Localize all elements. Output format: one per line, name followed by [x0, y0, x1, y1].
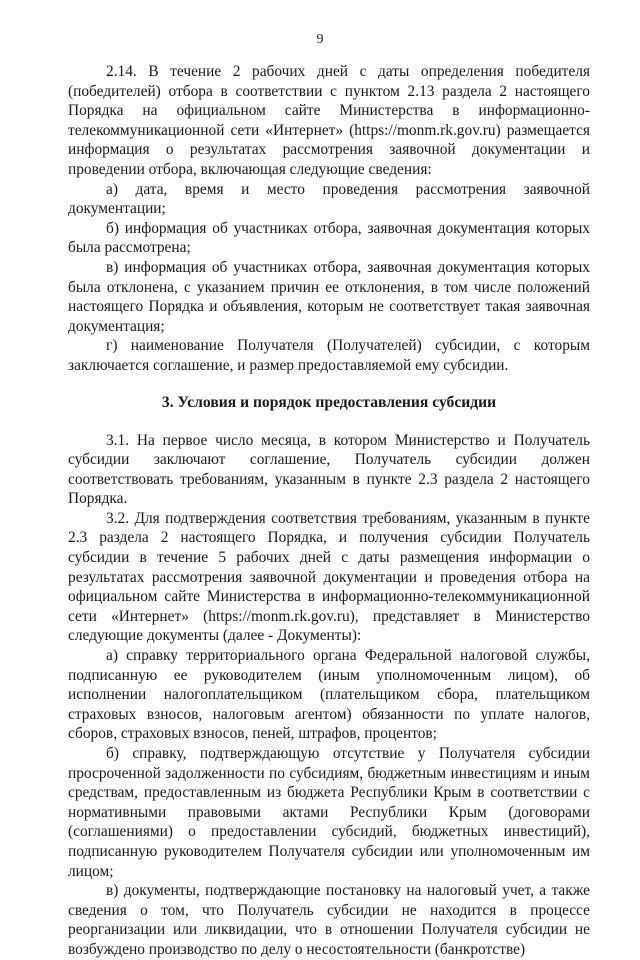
paragraph-3-2: 3.2. Для подтверждения соответствия требованиям, указанным в пункте 2.3 раздела 2 настоящего Порядка, и получения субсидии Получатель субсидии в течение 5 рабочих дней с даты размещения информации о результатах рассмотрения заявочной документации и проведения отбора на официальном сайте Министерства в информационно-телекоммуникационной сети «Интернет» (https://monm.rk.gov.ru), представляет в Министерство следующие документы (далее - Документы): [68, 509, 590, 645]
list-item-a: а) дата, время и место проведения рассмотрения заявочной документации; [68, 180, 590, 218]
document-item-a: а) справку территориального органа Федеральной налоговой службы, подписанную ее руководителем (иным уполномоченным лицом), об исполнении налогоплательщиком (плательщиком сбора, плательщиком страховых взносов, налоговым агентом) обязанности по уплате налогов, сборов, страховых взносов, пеней, штрафов, процентов; [68, 647, 590, 743]
paragraph-2-14: 2.14. В течение 2 рабочих дней с даты определения победителя (победителей) отбора в соответствии с пунктом 2.13 раздела 2 настоящего Порядка на официальном сайте Министерства в информационно-телекоммуникационной сети «Интернет» (https://monm.rk.gov.ru) размещается информация о результатах рассмотрения заявочной документации и проведении отбора, включающая следующие сведения: [68, 63, 590, 178]
document-item-v: в) документы, подтверждающие постановку на налоговый учет, а также сведения о том, что Получатель субсидии не находится в процессе реорганизации или ликвидации, что в отношении Получателя субсидии не возбуждено производство по делу о несостоятельности (банкротстве) [68, 882, 590, 958]
list-item-b: б) информация об участниках отбора, заявочная документация которых была рассмотрена; [68, 219, 590, 257]
document-body [68, 62, 590, 960]
section-heading: 3. Условия и порядок предоставления субсидии [161, 393, 497, 411]
list-item-g: г) наименование Получателя (Получателей) субсидии, с которым заключается соглашение, и размер предоставляемой ему субсидии. [68, 337, 590, 374]
paragraph-3-1: 3.1. На первое число месяца, в котором Министерство и Получатель субсидии заключают соглашение, Получатель субсидии должен соответствовать требованиям, указанным в пункте 2.3 раздела 2 настоящего Порядка. [68, 431, 590, 508]
document-item-b: б) справку, подтверждающую отсутствие у Получателя субсидии просроченной задолженности по субсидиям, бюджетным инвестициям и иным средствам, предоставленным из бюджета Республики Крым в соответствии с нормативными правовыми актами Республики Крым (договорами (соглашениями) о предоставлении субсидий, бюджетных инвестиций), подписанную руководителем Получателя субсидии или уполномоченным им лицом; [68, 745, 590, 880]
list-item-v: в) информация об участниках отбора, заявочная документация которых была отклонена, с указанием причин ее отклонения, в том числе положений настоящего Порядка и объявления, которым не соответствует такая заявочная документация; [68, 258, 590, 335]
page-number: 9 [316, 32, 324, 47]
